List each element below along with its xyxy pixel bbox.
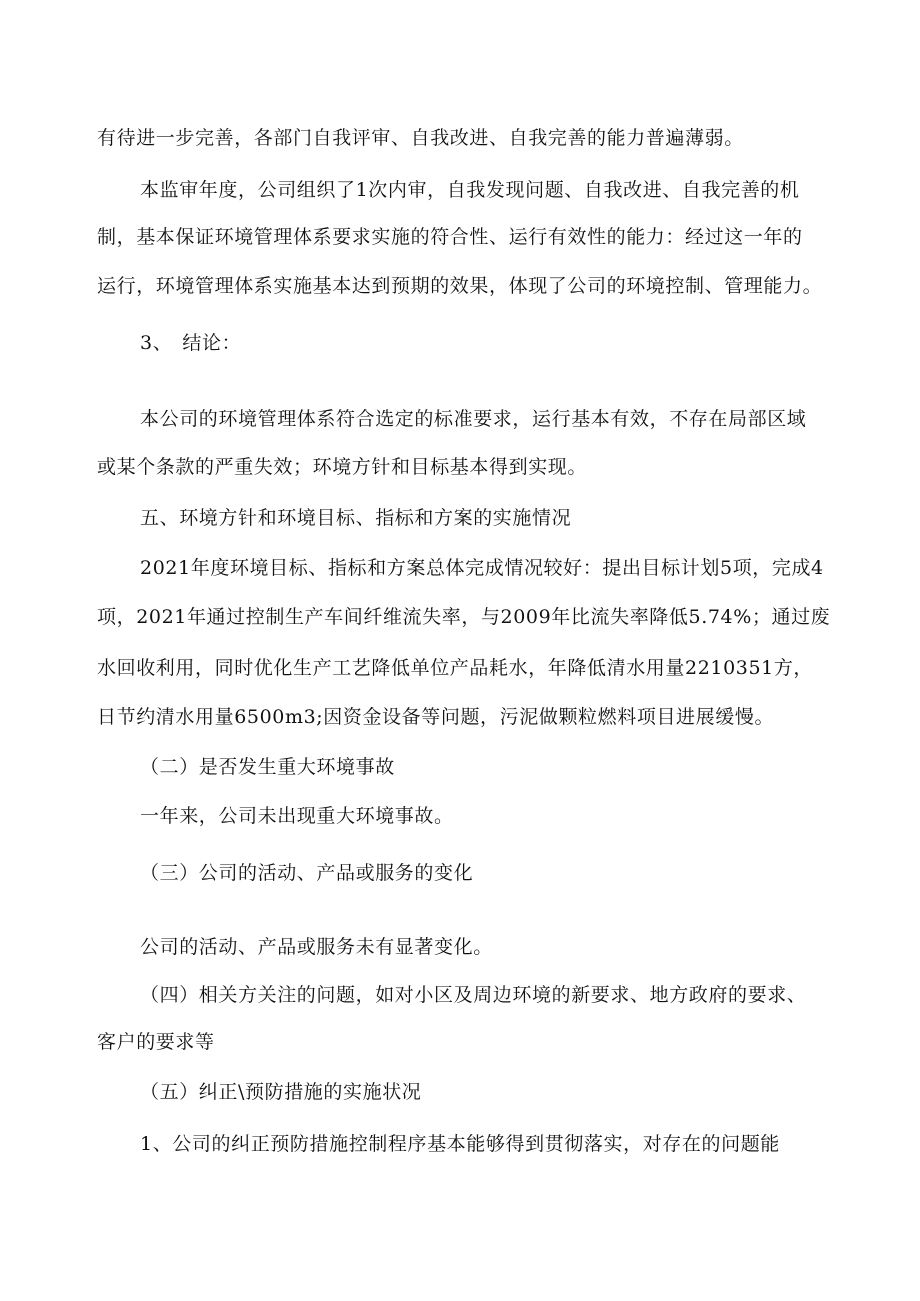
section-heading: 五、环境方针和环境目标、指标和方案的实施情况 bbox=[140, 507, 572, 529]
text-line: 水回收利用，同时优化生产工艺降低单位产品耗水，年降低清水用量2210351方， bbox=[97, 657, 814, 679]
text-line: 或某个条款的严重失效；环境方针和目标基本得到实现。 bbox=[97, 456, 588, 478]
section-heading: （三）公司的活动、产品或服务的变化 bbox=[140, 862, 474, 884]
text-line: 制，基本保证环境管理体系要求实施的符合性、运行有效性的能力：经过这一年的 bbox=[97, 226, 803, 248]
text-line: 日节约清水用量6500m3;因资金设备等问题，污泥做颗粒燃料项目进展缓慢。 bbox=[97, 706, 775, 728]
section-heading: （二）是否发生重大环境事故 bbox=[140, 756, 395, 778]
text-line: 一年来，公司未出现重大环境事故。 bbox=[140, 805, 454, 827]
section-heading: （五）纠正\预防措施的实施状况 bbox=[140, 1081, 422, 1103]
text-line: 有待进一步完善，各部门自我评审、自我改进、自我完善的能力普遍薄弱。 bbox=[97, 127, 744, 149]
section-heading: 3、 结论： bbox=[140, 332, 242, 354]
text-line: 项，2021年通过控制生产车间纤维流失率，与2009年比流失率降低5.74%；通过废 bbox=[97, 606, 831, 628]
text-line: 运行，环境管理体系实施基本达到预期的效果，体现了公司的环境控制、管理能力。 bbox=[97, 275, 823, 297]
text-line: 2021年度环境目标、指标和方案总体完成情况较好：提出目标计划5项，完成4 bbox=[140, 557, 824, 579]
text-line: 公司的活动、产品或服务未有显著变化。 bbox=[140, 936, 493, 958]
text-line: 1、公司的纠正预防措施控制程序基本能够得到贯彻落实，对存在的问题能 bbox=[140, 1133, 780, 1155]
text-line: 本公司的环境管理体系符合选定的标准要求，运行基本有效，不存在局部区域 bbox=[140, 408, 807, 430]
text-line: 客户的要求等 bbox=[97, 1031, 215, 1053]
text-line: 本监审年度，公司组织了1次内审，自我发现问题、自我改进、自我完善的机 bbox=[140, 179, 800, 201]
section-heading: （四）相关方关注的问题，如对小区及周边环境的新要求、地方政府的要求、 bbox=[140, 984, 807, 1006]
